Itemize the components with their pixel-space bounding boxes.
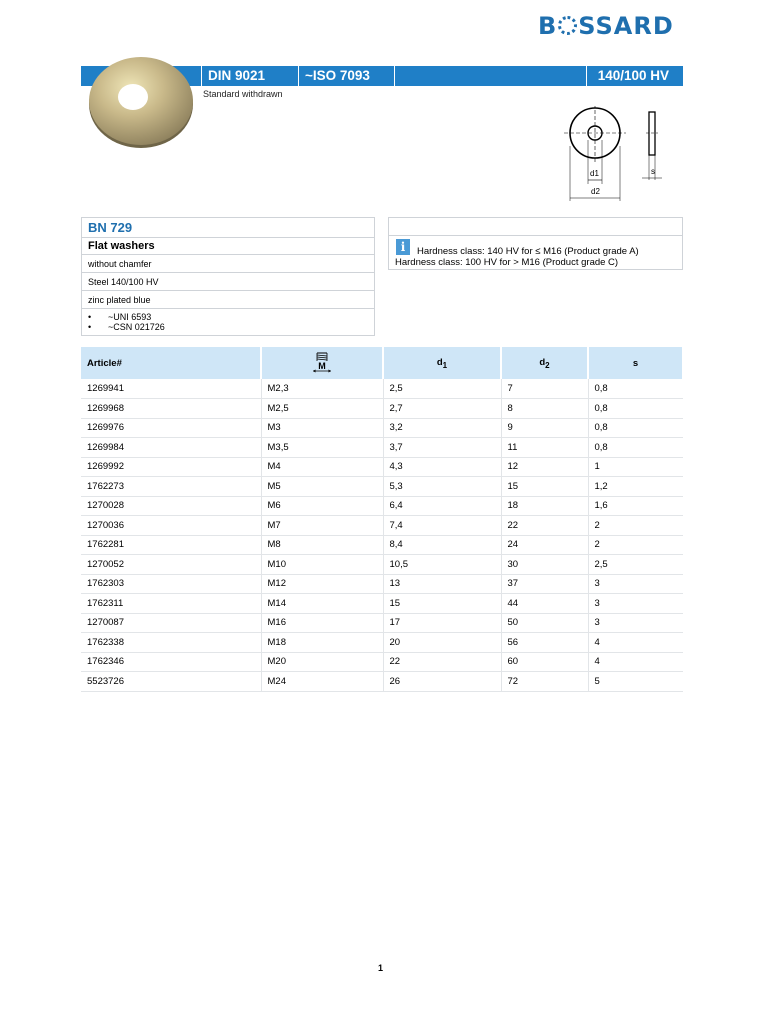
cell-article: 1269992 — [81, 457, 261, 477]
cell-d2: 50 — [501, 613, 588, 633]
cell-d2: 11 — [501, 438, 588, 458]
col-header-thread — [261, 347, 383, 379]
cell-d2: 15 — [501, 477, 588, 497]
hardness-header: 140/100 HV — [586, 66, 683, 86]
cell-d1: 6,4 — [383, 496, 501, 516]
cell-d2: 56 — [501, 633, 588, 653]
cell-thread: M5 — [261, 477, 383, 497]
cell-d1: 13 — [383, 574, 501, 594]
table-row — [81, 418, 683, 438]
cell-article: 1762338 — [81, 633, 261, 653]
cell-article: 1269941 — [81, 379, 261, 399]
col-header-d2: $d_2$ — [501, 347, 588, 379]
table-row — [81, 379, 683, 399]
cell-d1: 2,7 — [383, 399, 501, 419]
hardness-line-1: Hardness class: 140 HV for ≤ M16 (Product grade A) — [417, 246, 639, 257]
table-row — [81, 457, 683, 477]
din-standard: DIN 9021 — [201, 66, 298, 86]
cell-thread: M10 — [261, 555, 383, 575]
cell-d1: 10,5 — [383, 555, 501, 575]
col-header-d1: $d_1$ — [383, 347, 501, 379]
thread-label: M — [318, 360, 326, 371]
cell-d2: 44 — [501, 594, 588, 614]
table-row — [81, 672, 683, 692]
table-row — [81, 438, 683, 458]
iso-standard: ~ISO 7093 — [298, 66, 394, 86]
cell-article: 1269984 — [81, 438, 261, 458]
cell-s: 0,8 — [588, 438, 683, 458]
cell-d1: 8,4 — [383, 535, 501, 555]
logo-letters: SSARD — [578, 12, 674, 40]
cell-s: 2,5 — [588, 555, 683, 575]
cell-article: 1762346 — [81, 652, 261, 672]
table-body — [81, 379, 683, 691]
cell-s: 0,8 — [588, 379, 683, 399]
cell-d2: 8 — [501, 399, 588, 419]
cell-s: 3 — [588, 574, 683, 594]
product-finish: zinc plated blue — [82, 291, 374, 309]
table-row — [81, 652, 683, 672]
cell-d2: 9 — [501, 418, 588, 438]
product-code: BN 729 — [82, 218, 374, 238]
list-item: • ~UNI 6593 — [88, 312, 374, 322]
product-info-box — [81, 217, 375, 336]
cell-thread: M16 — [261, 613, 383, 633]
bossard-logo — [538, 12, 688, 38]
cell-d2: 12 — [501, 457, 588, 477]
cell-thread: M24 — [261, 672, 383, 692]
table-row — [81, 399, 683, 419]
table-row — [81, 516, 683, 536]
table-row — [81, 535, 683, 555]
cell-article: 1762311 — [81, 594, 261, 614]
cell-thread: M3 — [261, 418, 383, 438]
cell-d1: 15 — [383, 594, 501, 614]
logo-ring-icon — [558, 16, 577, 35]
cell-thread: M2,5 — [261, 399, 383, 419]
cell-d2: 24 — [501, 535, 588, 555]
cell-thread: M14 — [261, 594, 383, 614]
standard-note: Standard withdrawn — [203, 89, 283, 99]
cell-d1: 3,7 — [383, 438, 501, 458]
cell-d1: 7,4 — [383, 516, 501, 536]
table-row — [81, 613, 683, 633]
cell-thread: M8 — [261, 535, 383, 555]
cell-article: 1762303 — [81, 574, 261, 594]
col-header-article: Article# — [81, 347, 261, 379]
cell-d1: 2,5 — [383, 379, 501, 399]
washer-drawing — [562, 106, 672, 202]
cell-d1: 3,2 — [383, 418, 501, 438]
article-table — [81, 347, 684, 692]
cell-d1: 20 — [383, 633, 501, 653]
cell-article: 1270052 — [81, 555, 261, 575]
cell-d2: 60 — [501, 652, 588, 672]
cell-d1: 17 — [383, 613, 501, 633]
product-material: Steel 140/100 HV — [82, 273, 374, 291]
equivalents-list — [82, 309, 374, 337]
cell-article: 1269968 — [81, 399, 261, 419]
cell-d1: 5,3 — [383, 477, 501, 497]
cell-article: 1762273 — [81, 477, 261, 497]
list-item: • ~CSN 021726 — [88, 322, 374, 332]
cell-s: 1,2 — [588, 477, 683, 497]
thread-size-icon — [311, 351, 333, 373]
washer-photo — [87, 54, 195, 150]
cell-article: 1762281 — [81, 535, 261, 555]
cell-thread: M18 — [261, 633, 383, 653]
cell-s: 5 — [588, 672, 683, 692]
cell-thread: M20 — [261, 652, 383, 672]
cell-s: 3 — [588, 594, 683, 614]
drawing-label-d1: d1 — [590, 169, 599, 178]
cell-s: 1,6 — [588, 496, 683, 516]
table-header-row — [81, 347, 683, 379]
table-row — [81, 555, 683, 575]
table-row — [81, 594, 683, 614]
cell-d2: 22 — [501, 516, 588, 536]
table-row — [81, 496, 683, 516]
hardness-info-box — [388, 217, 683, 270]
product-name: Flat washers — [82, 238, 374, 255]
cell-s: 0,8 — [588, 418, 683, 438]
cell-s: 4 — [588, 633, 683, 653]
cell-s: 2 — [588, 535, 683, 555]
cell-d2: 7 — [501, 379, 588, 399]
cell-article: 5523726 — [81, 672, 261, 692]
info-icon: i — [396, 239, 410, 255]
info-box-header — [389, 218, 682, 236]
header-empty-cell — [394, 66, 586, 86]
cell-thread: M6 — [261, 496, 383, 516]
cell-d2: 18 — [501, 496, 588, 516]
table-row — [81, 633, 683, 653]
cell-s: 1 — [588, 457, 683, 477]
cell-d1: 22 — [383, 652, 501, 672]
page-number: 1 — [378, 963, 384, 973]
cell-s: 0,8 — [588, 399, 683, 419]
cell-d1: 4,3 — [383, 457, 501, 477]
cell-thread: M7 — [261, 516, 383, 536]
cell-thread: M4 — [261, 457, 383, 477]
cell-d2: 30 — [501, 555, 588, 575]
cell-article: 1270087 — [81, 613, 261, 633]
cell-article: 1270036 — [81, 516, 261, 536]
table-row — [81, 477, 683, 497]
cell-article: 1269976 — [81, 418, 261, 438]
drawing-label-s: s — [651, 167, 655, 176]
cell-s: 4 — [588, 652, 683, 672]
table-row — [81, 574, 683, 594]
cell-thread: M3,5 — [261, 438, 383, 458]
cell-d1: 26 — [383, 672, 501, 692]
hardness-line-2: Hardness class: 100 HV for > M16 (Product grade C) — [395, 257, 619, 268]
cell-thread: M12 — [261, 574, 383, 594]
cell-d2: 72 — [501, 672, 588, 692]
drawing-label-d2: d2 — [591, 187, 600, 196]
cell-d2: 37 — [501, 574, 588, 594]
cell-thread: M2,3 — [261, 379, 383, 399]
logo-letter-b: B — [538, 12, 558, 40]
cell-s: 2 — [588, 516, 683, 536]
col-header-s: s — [588, 347, 683, 379]
cell-s: 3 — [588, 613, 683, 633]
product-feature: without chamfer — [82, 255, 374, 273]
cell-article: 1270028 — [81, 496, 261, 516]
